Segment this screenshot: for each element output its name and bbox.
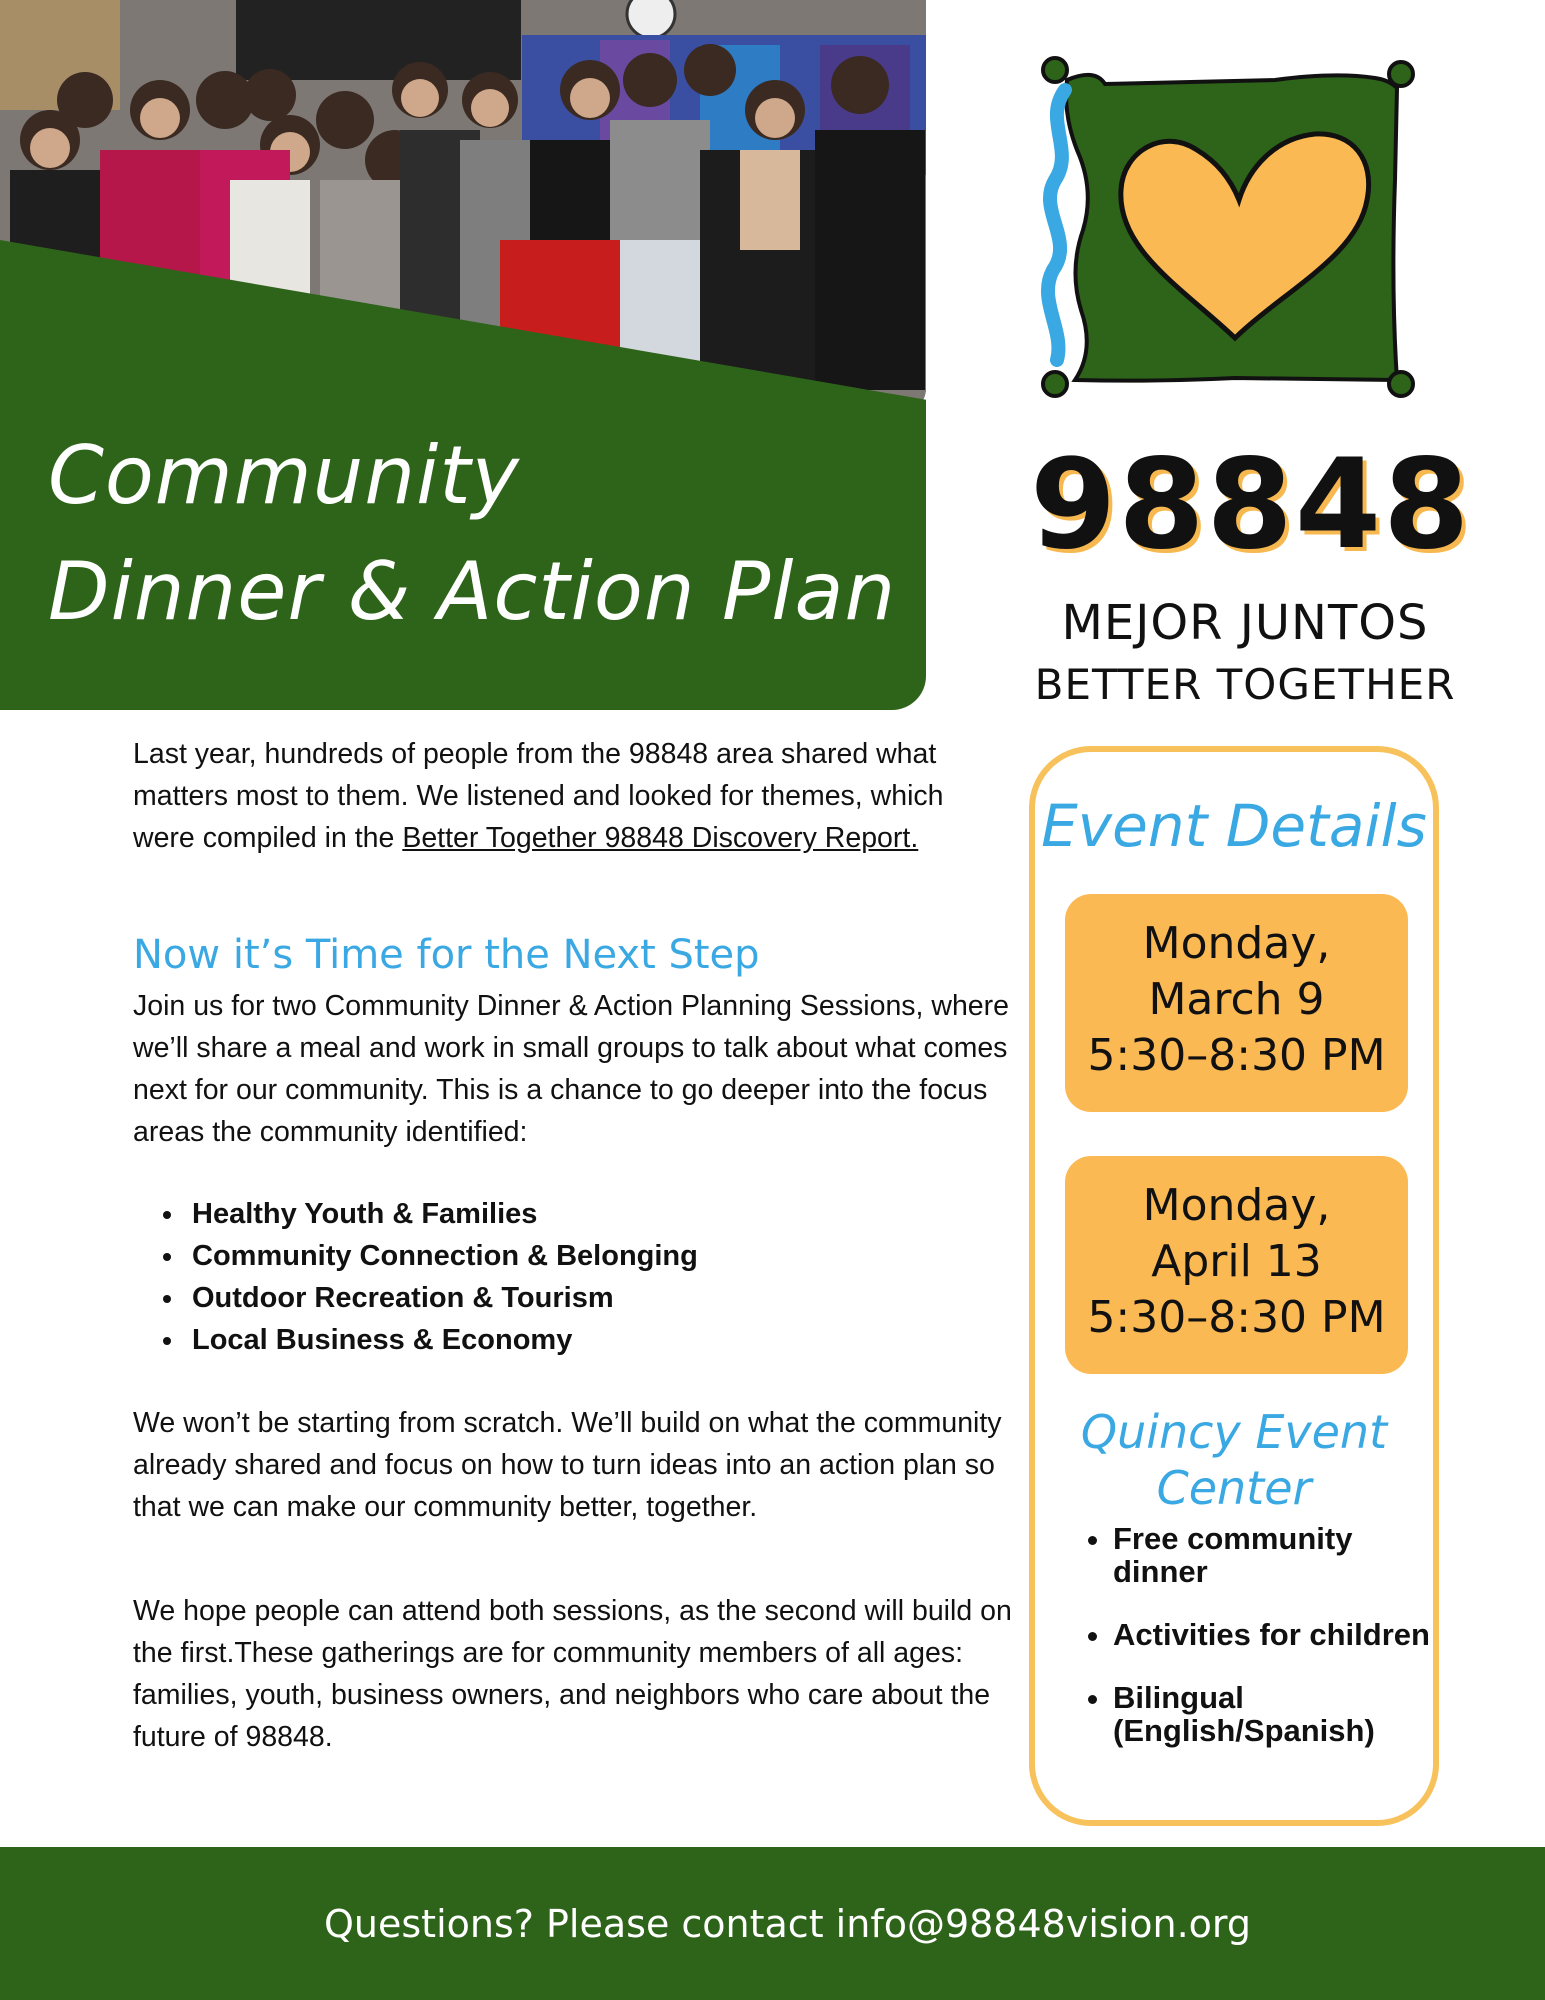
list-item: • Healthy Youth & Families [186, 1193, 698, 1235]
heart-logo-icon [1035, 50, 1455, 410]
title-line-1: Community [48, 429, 521, 522]
next-step-heading: Now it’s Time for the Next Step [133, 932, 760, 978]
list-item: • Bilingual (English/Spanish) [1113, 1681, 1433, 1747]
title-line-2: Dinner & Action Plan [48, 545, 897, 638]
event-features-list [1085, 1522, 1433, 1777]
logo-number: 98848 [1030, 433, 1472, 577]
event-details-panel [1029, 746, 1439, 1826]
list-item: • Free community dinner [1113, 1522, 1433, 1588]
join-paragraph: Join us for two Community Dinner & Action Planning Sessions, where we’ll share a meal and work in small groups to talk about what comes next for our community. This is a chance to go deeper into the focus areas the community identified: [133, 990, 1009, 1148]
venue-line-2: Center [1156, 1461, 1312, 1515]
discovery-report-link[interactable]: Better Together 98848 Discovery Report. [402, 822, 919, 854]
date-date: April 13 [1151, 1236, 1322, 1287]
date-time: 5:30–8:30 PM [1087, 1030, 1386, 1081]
venue-line-1: Quincy Event [1080, 1405, 1388, 1459]
scratch-paragraph: We won’t be starting from scratch. We’ll build on what the community already shared and focus on how to turn ideas into an action plan so that we can make our community better, together. [133, 1407, 1002, 1523]
date-box-1 [1065, 894, 1408, 1112]
tagline-spanish: MEJOR JUNTOS [1061, 595, 1429, 651]
list-item: • Activities for children [1113, 1618, 1433, 1651]
footer [0, 1847, 1545, 2000]
hope-paragraph: We hope people can attend both sessions, as the second will build on the first.These gatherings are for community members of all ages: families, youth, business owners, and neighbors who care about the future of 98848. [133, 1595, 1012, 1753]
intro-paragraph [133, 733, 1013, 859]
page-title [48, 418, 896, 650]
contact-text[interactable]: Questions? Please contact info@98848vision.org [324, 1901, 1251, 1946]
date-box-2 [1065, 1156, 1408, 1374]
date-time: 5:30–8:30 PM [1087, 1292, 1386, 1343]
date-day: Monday, [1142, 1180, 1331, 1231]
list-item: • Outdoor Recreation & Tourism [186, 1277, 698, 1319]
event-details-title: Event Details [1041, 792, 1427, 860]
tagline-english: BETTER TOGETHER [1034, 660, 1456, 709]
list-item: • Community Connection & Belonging [186, 1235, 698, 1277]
focus-areas-list [152, 1193, 698, 1361]
list-item: • Local Business & Economy [186, 1319, 698, 1361]
venue-name [1035, 1404, 1433, 1516]
date-day: Monday, [1142, 918, 1331, 969]
date-date: March 9 [1148, 974, 1325, 1025]
intro-text: Last year, hundreds of people from the 98848 area shared what matters most to them. We listened and looked for themes, which were compiled in the [133, 738, 944, 854]
